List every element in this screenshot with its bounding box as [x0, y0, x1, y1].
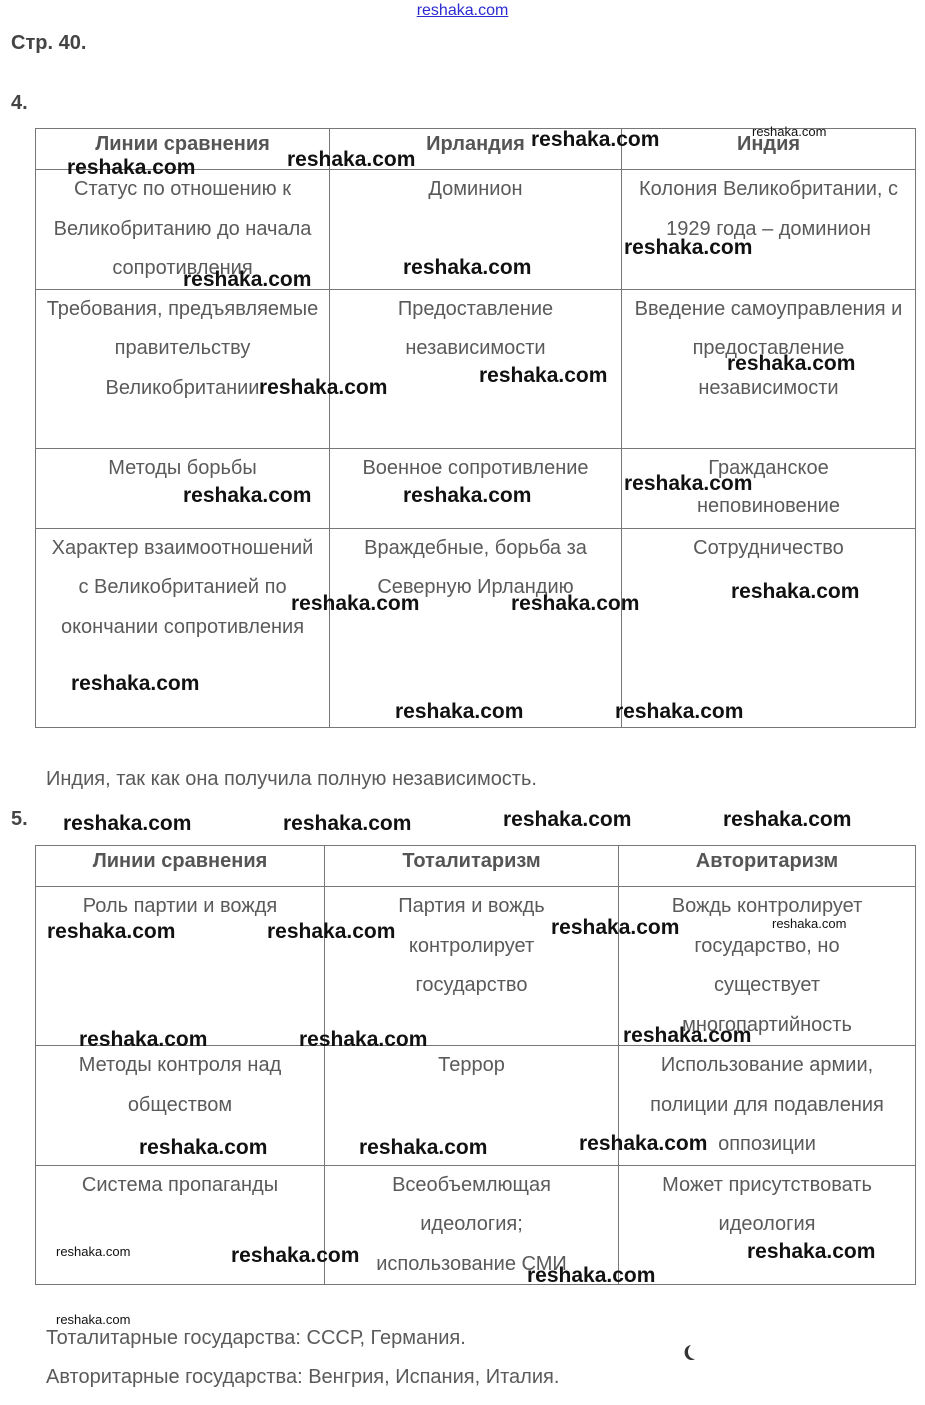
comparison-table-ireland-india — [35, 128, 916, 728]
header-cell: Ирландия — [330, 129, 622, 170]
watermark: reshaka.com — [503, 808, 632, 831]
watermark: reshaka.com — [183, 484, 312, 507]
watermark: reshaka.com — [723, 808, 852, 831]
watermark: reshaka.com — [395, 700, 524, 723]
watermark: reshaka.com — [359, 1136, 488, 1159]
table-cell: Доминион — [330, 170, 622, 290]
task-4-number: 4. — [11, 92, 28, 114]
watermark: reshaka.com — [299, 1028, 428, 1051]
header-cell: Тоталитаризм — [325, 846, 619, 887]
table-cell: Гражданское неповиновение — [622, 448, 916, 528]
table-cell: Может присутствовать идеология — [619, 1165, 916, 1285]
task-4-answer: Индия, так как она получила полную независимость. — [46, 768, 537, 790]
table-row — [36, 1165, 916, 1285]
watermark: reshaka.com — [623, 1024, 752, 1047]
table-cell: Предоставление независимости — [330, 289, 622, 448]
table-cell: Характер взаимоотношений с Великобританией по окончании сопротивления — [36, 528, 330, 727]
watermark: reshaka.com — [267, 920, 396, 943]
watermark: reshaka.com — [231, 1244, 360, 1267]
table-cell: Требования, предъявляемые правительству Великобритании — [36, 289, 330, 448]
table-cell: Враждебные, борьба за Северную Ирландию — [330, 528, 622, 727]
watermark: reshaka.com — [624, 472, 753, 495]
crescent-icon — [682, 1344, 696, 1362]
comparison-table-totalitarianism-authoritarianism — [35, 845, 916, 1285]
header-cell: Линии сравнения — [36, 129, 330, 170]
watermark: reshaka.com — [479, 364, 608, 387]
watermark: reshaka.com — [79, 1028, 208, 1051]
watermark: reshaka.com — [747, 1240, 876, 1263]
watermark: reshaka.com — [403, 484, 532, 507]
table-header-row — [36, 846, 916, 887]
watermark: reshaka.com — [259, 376, 388, 399]
table-row — [36, 528, 916, 727]
table-cell: Колония Великобритании, с 1929 года – доминион — [622, 170, 916, 290]
table-cell: Сотрудничество — [622, 528, 916, 727]
watermark: reshaka.com — [551, 916, 680, 939]
task-5-answer-totalitarian: Тоталитарные государства: СССР, Германия. — [46, 1327, 466, 1349]
watermark: reshaka.com — [56, 1312, 131, 1327]
page-reference: Стр. 40. — [11, 32, 87, 54]
watermark: reshaka.com — [63, 812, 192, 835]
watermark: reshaka.com — [511, 592, 640, 615]
header-cell: Авторитаризм — [619, 846, 916, 887]
watermark: reshaka.com — [527, 1264, 656, 1287]
table-row — [36, 887, 916, 1046]
header-cell: Индия — [622, 129, 916, 170]
watermark: reshaka.com — [752, 124, 827, 139]
task-5-number: 5. — [11, 808, 28, 830]
watermark: reshaka.com — [283, 812, 412, 835]
table-cell: Всеобъемлющая идеология; использование СМИ — [325, 1165, 619, 1285]
watermark: reshaka.com — [139, 1136, 268, 1159]
watermark: reshaka.com — [403, 256, 532, 279]
watermark: reshaka.com — [727, 352, 856, 375]
site-header-link[interactable]: reshaka.com — [416, 2, 509, 19]
watermark: reshaka.com — [731, 580, 860, 603]
watermark: reshaka.com — [291, 592, 420, 615]
header-cell: Линии сравнения — [36, 846, 325, 887]
table-cell: Роль партии и вождя — [36, 887, 325, 1046]
watermark: reshaka.com — [71, 672, 200, 695]
table-cell: Военное сопротивление — [330, 448, 622, 528]
table-cell: Методы контроля над обществом — [36, 1046, 325, 1166]
table-cell: Использование армии, полиции для подавления оппозиции — [619, 1046, 916, 1166]
table-cell: Террор — [325, 1046, 619, 1166]
watermark: reshaka.com — [579, 1132, 708, 1155]
watermark: reshaka.com — [183, 268, 312, 291]
watermark: reshaka.com — [56, 1244, 131, 1259]
table-cell: Статус по отношению к Великобританию до начала сопротивления — [36, 170, 330, 290]
watermark: reshaka.com — [531, 128, 660, 151]
task-5-answer-authoritarian: Авторитарные государства: Венгрия, Испания, Италия. — [46, 1366, 560, 1388]
table-cell: Введение самоуправления и предоставление независимости — [622, 289, 916, 448]
watermark: reshaka.com — [624, 236, 753, 259]
table-cell: Методы борьбы — [36, 448, 330, 528]
watermark: reshaka.com — [67, 156, 196, 179]
table-cell: Вождь контролирует государство, но существует многопартийность — [619, 887, 916, 1046]
watermark: reshaka.com — [287, 148, 416, 171]
watermark: reshaka.com — [615, 700, 744, 723]
table-cell: Система пропаганды — [36, 1165, 325, 1285]
table-cell: Партия и вождь контролирует государство — [325, 887, 619, 1046]
watermark: reshaka.com — [47, 920, 176, 943]
watermark: reshaka.com — [772, 916, 847, 931]
